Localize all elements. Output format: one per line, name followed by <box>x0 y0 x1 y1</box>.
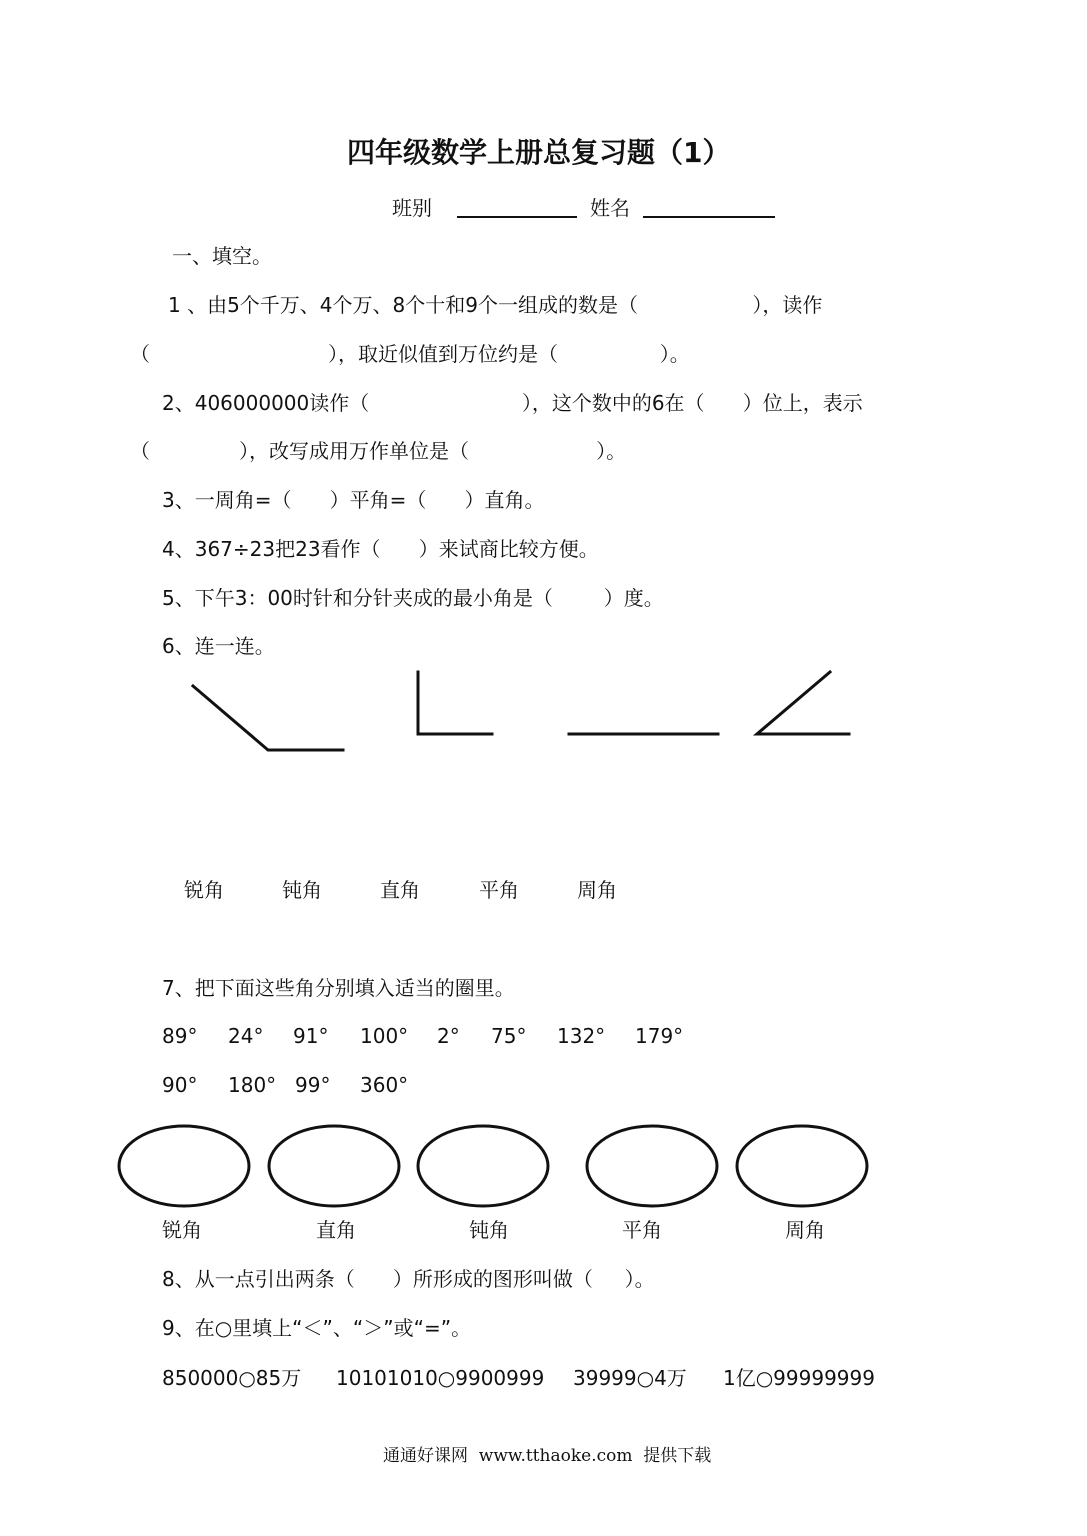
label-obtuse[interactable]: 钝角 <box>282 878 322 902</box>
angle-value: 91° <box>293 1024 329 1048</box>
label-acute[interactable]: 锐角 <box>184 878 224 902</box>
full-circle[interactable] <box>737 1126 867 1206</box>
question-1-line2: （ ），取近似值到万位约是（ ）。 <box>130 342 690 366</box>
angle-value: 89° <box>162 1024 198 1048</box>
straight-circle[interactable] <box>587 1126 717 1206</box>
question-8: 8、从一点引出两条（ ）所形成的图形叫做（ ）。 <box>162 1267 655 1291</box>
compare-item[interactable]: 1亿○99999999 <box>723 1366 875 1390</box>
angle-value: 24° <box>228 1024 264 1048</box>
acute-angle-figure[interactable] <box>757 672 849 734</box>
compare-item[interactable]: 850000○85万 <box>162 1366 302 1390</box>
angle-value: 90° <box>162 1073 198 1097</box>
circle-label-full: 周角 <box>785 1218 825 1242</box>
label-full[interactable]: 周角 <box>577 878 617 902</box>
circle-label-acute: 锐角 <box>162 1218 202 1242</box>
label-straight[interactable]: 平角 <box>479 878 519 902</box>
question-1-line1: 1 、由5个千万、4个万、8个十和9个一组成的数是（ ），读作 <box>168 293 823 317</box>
footer-credit: 通通好课网 www.tthaoke.com 提供下载 <box>383 1446 712 1466</box>
question-7-prompt: 7、把下面这些角分别填入适当的圈里。 <box>162 976 515 1000</box>
angle-value: 180° <box>228 1073 277 1097</box>
angle-value: 99° <box>295 1073 331 1097</box>
question-2-line2: （ ），改写成用万作单位是（ ）。 <box>130 439 627 463</box>
question-4: 4、367÷23把23看作（ ）来试商比较方便。 <box>162 537 599 561</box>
compare-item[interactable]: 39999○4万 <box>573 1366 687 1390</box>
angle-value: 100° <box>360 1024 409 1048</box>
question-9-prompt: 9、在○里填上“＜”、“＞”或“=”。 <box>162 1316 472 1340</box>
angle-value: 179° <box>635 1024 684 1048</box>
compare-item[interactable]: 10101010○9900999 <box>336 1366 545 1390</box>
question-6-prompt: 6、连一连。 <box>162 634 275 658</box>
obtuse-angle-figure[interactable] <box>193 686 343 750</box>
acute-circle[interactable] <box>119 1126 249 1206</box>
right-angle-figure[interactable] <box>418 672 492 734</box>
angle-value: 132° <box>557 1024 606 1048</box>
right-circle[interactable] <box>269 1126 399 1206</box>
obtuse-circle[interactable] <box>418 1126 548 1206</box>
question-5: 5、下午3：00时针和分针夹成的最小角是（ ）度。 <box>162 586 664 610</box>
page-title: 四年级数学上册总复习题（1） <box>347 136 731 169</box>
angle-value: 360° <box>360 1073 409 1097</box>
name-label: 姓名 <box>590 196 630 220</box>
label-right[interactable]: 直角 <box>380 878 420 902</box>
angle-value: 2° <box>437 1024 460 1048</box>
circle-label-straight: 平角 <box>622 1218 662 1242</box>
circle-label-obtuse: 钝角 <box>469 1218 509 1242</box>
section-heading: 一、填空。 <box>172 244 272 268</box>
question-2-line1: 2、406000000读作（ ），这个数中的6在（ ）位上，表示 <box>162 391 863 415</box>
question-3: 3、一周角=（ ）平角=（ ）直角。 <box>162 488 545 512</box>
class-label: 班别 <box>392 196 432 220</box>
angle-value: 75° <box>491 1024 527 1048</box>
circle-label-right: 直角 <box>316 1218 356 1242</box>
